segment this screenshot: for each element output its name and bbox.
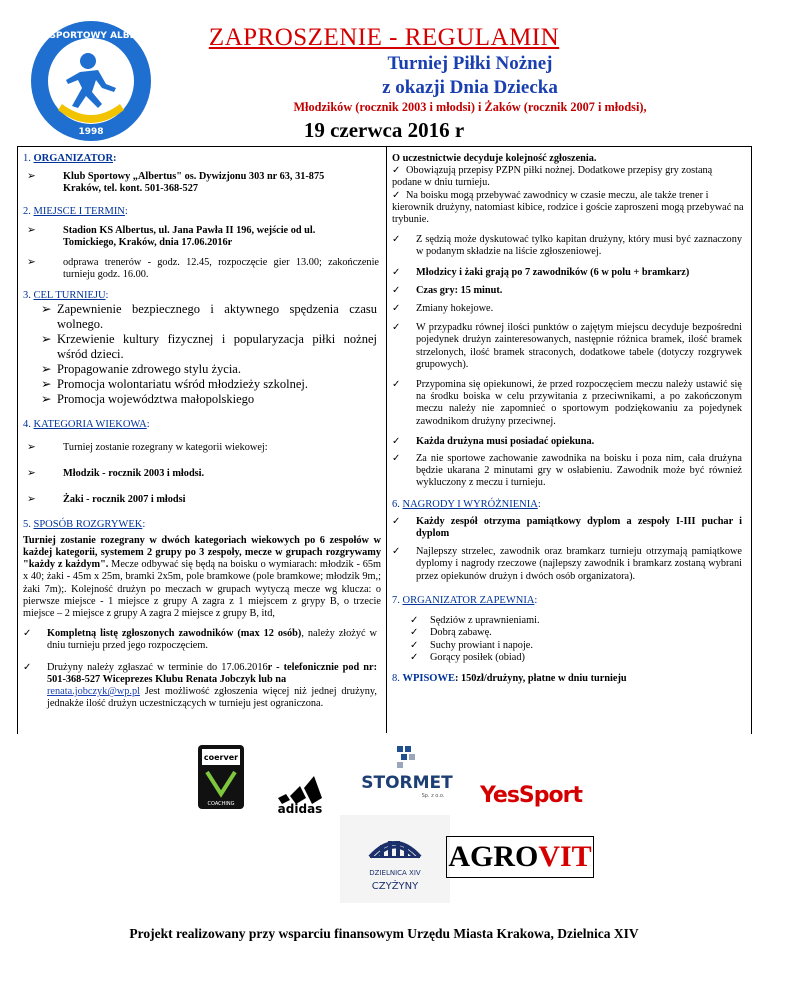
coerver-logo (197, 744, 245, 810)
stormet-sub-text: Sp. z o.o. (421, 793, 445, 799)
checkmark-icon: ✓ (392, 189, 401, 201)
club-logo-text: KLUB SPORTOWY ALBERTUS (19, 31, 163, 41)
rule-greeting: ✓ Przypomina się opiekunowi, że przed rozpoczęciem meczu należy ustawić się na środku boiska w celu przywitania z przeciwnikami, a po zakończonym meczu należy nie zapomnieć o sportowym podziękowaniu za pojedynek zawodnikom drużyny przeciwnej. (392, 379, 742, 427)
tournament-name: Turniej Piłki Nożnej (387, 53, 553, 74)
provides-item: ✓ Dobrą zabawę. (410, 627, 492, 639)
checkmark-icon: ✓ (392, 546, 401, 558)
arrow-bullet-icon: ➢ (41, 376, 52, 391)
section-goal: 3. CEL TURNIEJU: (23, 289, 109, 301)
arrow-bullet-icon: ➢ (27, 171, 36, 183)
checkmark-icon: ✓ (392, 165, 401, 177)
place-item: ➢ Stadion KS Albertus, ul. Jana Pawła II 196, wejście od ul. Tomickiego, Kraków, dnia 17.06.2016r (27, 224, 316, 249)
coerver-coaching-text: COACHING (207, 801, 235, 807)
checkmark-icon: ✓ (392, 379, 401, 391)
goal-item: ➢ Krzewienie kultury fizycznej i popularyzacja piłki nożnej wśród dzieci. (41, 331, 377, 361)
arrow-bullet-icon: ➢ (27, 224, 36, 236)
rule-tiebreak: ✓ W przypadku równej ilości punktów o zajętym miejscu decyduje bezpośredni pojedynek drużyn zainteresowanych, następnie różnica bramek, ilość bramek strzelonych, ilość bramek straconych, dodatkowe tabele (dotyczy rozgrywek grupowych). (392, 322, 742, 370)
time-item: ➢ odprawa trenerów - godz. 12.45, rozpoczęcie gier 13.00; zakończenie turnieju godz. 16.00. (27, 257, 379, 281)
checkmark-icon: ✓ (392, 322, 401, 334)
left-column (23, 153, 381, 710)
rule-subs: ✓ Zmiany hokejowe. (392, 303, 494, 315)
checkmark-icon: ✓ (392, 303, 401, 315)
rule-players: ✓ Młodzicy i żaki grają po 7 zawodników (6 w polu + bramkarz) (392, 266, 690, 278)
email-link[interactable]: renata.jobczyk@wp.pl (47, 686, 140, 698)
goal-item: ➢ Promocja wolontariatu wśród młodzieży szkolnej. (41, 376, 308, 391)
checkmark-icon: ✓ (392, 435, 401, 447)
format-roster-note: ✓ Kompletną listę zgłoszonych zawodników (max 12 osób), należy złożyć w dniu turnieju przed jego rozpoczęciem. (23, 628, 377, 652)
provides-item: ✓ Gorący posiłek (obiad) (410, 651, 525, 663)
dzielnica-logo (340, 815, 450, 903)
section-organizer-provides: 7. ORGANIZATOR ZAPEWNIA: (392, 594, 538, 606)
checkmark-icon: ✓ (23, 661, 32, 673)
arrow-bullet-icon: ➢ (27, 442, 36, 454)
agrovit-logo (446, 836, 594, 878)
stormet-logo-text: STORMET (361, 773, 453, 793)
checkmark-icon: ✓ (392, 284, 401, 296)
rule-pzpn: ✓ Obowiązują przepisy PZPN piłki nożnej. Dodatkowe przepisy gry zostaną podane w dniu turnieju. (392, 165, 713, 189)
rule-pitch: ✓ Na boisku mogą przebywać zawodnicy w czasie meczu, ale także trener i kierownik drużyny, natomiast kibice, rodzice i goście zaproszeni mogą przebywać na trybunie. (392, 189, 744, 226)
footer-funding-note: Projekt realizowany przy wsparciu finansowym Urzędu Miasta Krakowa, Dzielnica XIV (129, 926, 639, 941)
checkmark-icon: ✓ (410, 639, 419, 651)
section-age-category: 4. KATEGORIA WIEKOWA: (23, 418, 150, 430)
goal-item: ➢ Propagowanie zdrowego stylu życia. (41, 361, 241, 376)
checkmark-icon: ✓ (23, 628, 32, 640)
prize-item: ✓ Najlepszy strzelec, zawodnik oraz bramkarz turnieju otrzymają pamiątkowe dyplomy i nagrody rzeczowe (najlepszy zawodnik i bramkarz zostaną wybrani przez opiekunów drużyn i dwóch osób organizatora). (392, 546, 742, 582)
section-place-time: 2. MIEJSCE I TERMIN: (23, 205, 128, 217)
arrow-bullet-icon: ➢ (41, 301, 52, 316)
format-registration-note: ✓ Drużyny należy zgłaszać w terminie do 17.06.2016r - telefonicznie pod nr: 501-368-527 Wiceprezes Klubu Renata Jobczyk lub na renata.jobczyk@wp.pl Jest możliwość zgłoszenia więcej niż jednej drużyny, jednakże ilość drużyn uczestniczących w turnieju jest ograniczona. (23, 661, 377, 710)
rule-conduct: ✓ Za nie sportowe zachowanie zawodnika na boisku i poza nim, cała drużyna będzie ukarana 2 minutami gry w osłabieniu. Zawodnik może być również wykluczony z meczu i turnieju. (392, 453, 742, 489)
arrow-bullet-icon: ➢ (27, 494, 36, 506)
age-item: ➢ Turniej zostanie rozegrany w kategorii wiekowej: (27, 442, 268, 454)
age-item: ➢ Żaki - rocznik 2007 i młodsi (27, 494, 186, 506)
club-logo-year: 1998 (78, 127, 104, 137)
tournament-occasion: z okazji Dnia Dziecka (382, 77, 558, 98)
arrow-bullet-icon: ➢ (27, 257, 36, 269)
rule-guardian: ✓ Każda drużyna musi posiadać opiekuna. (392, 435, 595, 447)
right-column (392, 153, 744, 685)
section-prizes: 6. NAGRODY I WYRÓŻNIENIA: (392, 498, 541, 510)
adidas-logo-text: adidas (277, 802, 323, 816)
goal-list (23, 302, 381, 407)
arrow-bullet-icon: ➢ (41, 361, 52, 376)
checkmark-icon: ✓ (392, 453, 401, 465)
arrow-bullet-icon: ➢ (41, 331, 52, 346)
section-format: 5. SPOSÓB ROZGRYWEK: (23, 518, 146, 530)
organizer-item: ➢ Klub Sportowy „Albertus" os. Dywizjonu 303 nr 63, 31-875 Kraków, tel. kont. 501-368-527 (27, 171, 325, 195)
arrow-bullet-icon: ➢ (27, 468, 36, 480)
provides-item: ✓ Sędziów z uprawnieniami. (410, 615, 540, 627)
coerver-logo-text: coerver (203, 753, 239, 762)
checkmark-icon: ✓ (392, 234, 401, 246)
adidas-logo (270, 760, 330, 814)
checkmark-icon: ✓ (410, 651, 419, 663)
format-description: Turniej zostanie rozegrany w dwóch kategoriach wiekowych po 6 zespołów w każdej kategorii, systemem 2 grupy po 3 zespoły, mecze w grupach rozgrywamy "każdy z każdym". Mecze odbywać się będą na boisku o wymiarach: młodzik - 65m x 40; żaki - 45m x 25m, bramki 2x5m, pole bramkowe (pole bramkowe; młodzik 9m,; żaki 7m);. Kolejność drużyn po meczach w grupach wytyczą mecze wg klucza: o pierwsze miejsce - 1 miejsce z grupy A zagra z 1 miejscem z grypy B, o trzecie miejsce – 2 miejsce z grupy A zagra 2 miejsce z grupy B, itd, (23, 534, 381, 620)
arrow-bullet-icon: ➢ (41, 391, 52, 406)
dzielnica-line2: CZYŻYNY (371, 881, 419, 892)
provides-item: ✓ Suchy prowiant i napoje. (410, 639, 533, 651)
provides-list (410, 615, 744, 664)
checkmark-icon: ✓ (392, 266, 401, 278)
section-organizer: 1. ORGANIZATOR: (23, 153, 117, 164)
tournament-categories: Młodzików (rocznik 2003 i młodsi) i Żaków (rocznik 2007 i młodsi), (293, 100, 647, 114)
rule-referee: ✓ Z sędzią może dyskutować tylko kapitan drużyny, który musi być zaznaczony w podanym składzie na liście zgłoszeniowej. (392, 234, 742, 258)
goal-item: ➢ Zapewnienie bezpiecznego i aktywnego spędzenia czasu wolnego. (41, 301, 377, 331)
checkmark-icon: ✓ (410, 615, 419, 627)
prize-item: ✓ Każdy zespół otrzyma pamiątkowy dyplom a zespoły I-III puchar i dyplom (392, 515, 742, 540)
yessport-logo: YesSport (480, 783, 582, 808)
section-entry-fee: 8. WPISOWE: 150zł/drużyny, płatne w dniu turnieju (392, 672, 627, 684)
agrovit-part-a: AGRO (448, 840, 539, 873)
checkmark-icon: ✓ (410, 627, 419, 639)
agrovit-part-b: VIT (538, 840, 592, 873)
goal-item: ➢ Promocja województwa małopolskiego (41, 391, 255, 406)
stormet-logo (357, 744, 457, 800)
tournament-date: 19 czerwca 2016 r (303, 118, 465, 142)
checkmark-icon: ✓ (392, 515, 401, 527)
rule-time: ✓ Czas gry: 15 minut. (392, 284, 503, 296)
rule-order: O uczestnictwie decyduje kolejność zgłoszenia. (392, 153, 597, 164)
column-divider (386, 146, 387, 733)
age-item: ➢ Młodzik - rocznik 2003 i młodsi. (27, 468, 205, 480)
page-title: ZAPROSZENIE - REGULAMIN (208, 24, 560, 51)
dzielnica-line1: DZIELNICA XIV (369, 869, 421, 877)
